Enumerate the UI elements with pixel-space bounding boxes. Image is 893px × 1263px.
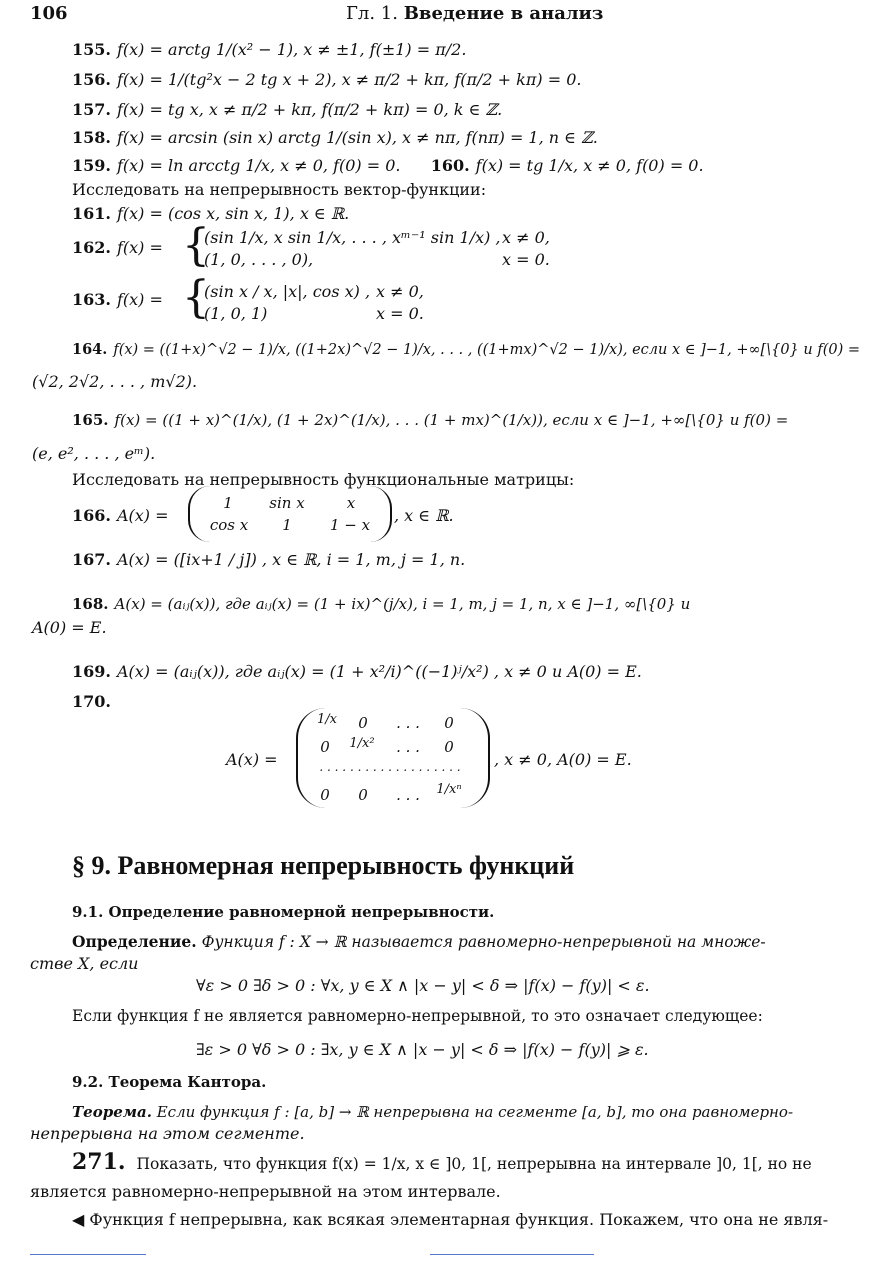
matrix-cell: 0 bbox=[358, 786, 368, 804]
problem-170 bbox=[72, 692, 117, 712]
problem-number: 163. bbox=[72, 290, 111, 309]
solution bbox=[72, 1210, 828, 1230]
case-2: (1, 0, 1) bbox=[204, 304, 268, 323]
problem-lhs: f(x) = bbox=[116, 238, 163, 257]
problem-271-cont: является равномерно-непрерывной на этом интервале. bbox=[30, 1182, 501, 1201]
intro-vector: Исследовать на непрерывность вектор-функции: bbox=[72, 180, 487, 199]
theorem bbox=[72, 1102, 793, 1122]
problem-lhs: A(x) = bbox=[116, 506, 169, 525]
problem-text: f(x) = arcsin (sin x) arctg 1/(sin x), x ≠ nπ, f(nπ) = 1, n ∈ ℤ. bbox=[116, 128, 598, 147]
problem-number: 157. bbox=[72, 100, 111, 119]
case-2: (1, 0, . . . , 0), bbox=[204, 250, 314, 269]
matrix-cell: . . . bbox=[396, 738, 420, 756]
matrix-cell: 0 bbox=[320, 786, 330, 804]
problem-number: 165. bbox=[72, 411, 109, 429]
definition-label: Определение. bbox=[72, 932, 197, 951]
running-title-text: Введение в анализ bbox=[403, 3, 604, 24]
negation-formula: ∃ε > 0 ∀δ > 0 : ∃x, y ∈ X ∧ |x − y| < δ ⇒ |f(x) − f(y)| ⩾ ε. bbox=[196, 1040, 649, 1059]
problem-number: 170. bbox=[72, 692, 111, 711]
problem-lhs: f(x) = bbox=[116, 290, 163, 309]
problem-164 bbox=[72, 340, 860, 360]
problem-number: 162. bbox=[72, 238, 111, 257]
subsection-9-2: 9.2. Теорема Кантора. bbox=[72, 1073, 267, 1091]
solution-marker-icon: ◀ bbox=[72, 1210, 85, 1229]
problem-157 bbox=[72, 100, 502, 120]
case-1: (sin 1/x, x sin 1/x, . . . , xᵐ⁻¹ sin 1/x) , bbox=[204, 228, 501, 247]
matrix-cell: . . . bbox=[396, 786, 420, 804]
problem-163 bbox=[72, 290, 163, 310]
brace-icon: { bbox=[182, 220, 210, 271]
matrix-cell: 0 bbox=[358, 714, 368, 732]
problem-number: 164. bbox=[72, 341, 108, 358]
matrix-cell: 1/x bbox=[317, 712, 337, 727]
problem-number: 271. bbox=[72, 1149, 126, 1175]
matrix-cell: 0 bbox=[444, 714, 454, 732]
problem-number: 161. bbox=[72, 204, 111, 223]
problem-text: f(x) = ((1 + x)^(1/x), (1 + 2x)^(1/x), . . . (1 + mx)^(1/x)), если x ∈ ]−1, +∞[\{0} и f(0) = bbox=[114, 411, 789, 429]
problem-165 bbox=[72, 410, 788, 430]
problem-number: 168. bbox=[72, 595, 109, 613]
matrix-cell: x bbox=[346, 494, 356, 512]
problem-161 bbox=[72, 204, 349, 224]
matrix-cell: 1 bbox=[223, 494, 233, 512]
matrix-cell: sin x bbox=[269, 494, 305, 512]
matrix-cell: 1 bbox=[282, 516, 292, 534]
matrix-dots: . . . . . . . . . . . . . . . . . . . bbox=[319, 760, 461, 774]
problem-168-cont: A(0) = E. bbox=[32, 618, 107, 637]
problem-271 bbox=[72, 1149, 812, 1175]
problem-text: f(x) = ln arcctg 1/x, x ≠ 0, f(0) = 0. bbox=[116, 156, 401, 175]
problem-text: f(x) = (cos x, sin x, 1), x ∈ ℝ. bbox=[116, 204, 350, 223]
matrix-cell: 0 bbox=[444, 738, 454, 756]
page-number: 106 bbox=[30, 3, 68, 24]
problem-number: 166. bbox=[72, 506, 111, 525]
problem-text: f(x) = tg x, x ≠ π/2 + kπ, f(π/2 + kπ) = 0, k ∈ ℤ. bbox=[116, 100, 503, 119]
problem-number: 158. bbox=[72, 128, 111, 147]
section-title: § 9. Равномерная непрерывность функций bbox=[72, 851, 575, 880]
footer-link-right[interactable] bbox=[430, 1254, 594, 1255]
problem-170-lhs: A(x) = bbox=[226, 750, 278, 769]
condition-2: x = 0. bbox=[502, 250, 550, 269]
problem-text: Показать, что функция f(x) = 1/x, x ∈ ]0, 1[, непрерывна на интервале ]0, 1[, но не bbox=[136, 1155, 812, 1173]
problem-text: A(x) = (aᵢⱼ(x)), где aᵢⱼ(x) = (1 + x²/i)^((−1)ʲ/x²) , x ≠ 0 и A(0) = E. bbox=[116, 662, 642, 681]
definition-text: Функция f : X → ℝ называется равномерно-непрерывной на множе- bbox=[201, 933, 766, 951]
footer-link-left[interactable] bbox=[30, 1254, 146, 1255]
definition-formula: ∀ε > 0 ∃δ > 0 : ∀x, y ∈ X ∧ |x − y| < δ ⇒ |f(x) − f(y)| < ε. bbox=[196, 976, 650, 995]
theorem-text: Если функция f : [a, b] → ℝ непрерывна на сегменте [a, b], то она равномерно- bbox=[156, 1103, 794, 1121]
problem-168 bbox=[72, 594, 690, 614]
condition-1: x ≠ 0, bbox=[376, 282, 424, 301]
matrix-cell: . . . bbox=[396, 714, 420, 732]
problem-text: f(x) = 1/(tg²x − 2 tg x + 2), x ≠ π/2 + kπ, f(π/2 + kπ) = 0. bbox=[116, 70, 582, 89]
problem-170-tail: , x ≠ 0, A(0) = E. bbox=[494, 750, 632, 769]
matrix-cell: 0 bbox=[320, 738, 330, 756]
problem-169 bbox=[72, 662, 642, 682]
problem-165-cont: (e, e², . . . , eᵐ). bbox=[32, 444, 156, 463]
problem-166 bbox=[72, 506, 169, 526]
problem-number: 167. bbox=[72, 550, 111, 569]
matrix-cell: 1 − x bbox=[329, 516, 371, 534]
problem-162 bbox=[72, 238, 163, 258]
running-title-prefix: Гл. 1. bbox=[346, 3, 398, 24]
problem-155 bbox=[72, 40, 466, 60]
intro-matrix: Исследовать на непрерывность функциональные матрицы: bbox=[72, 470, 575, 489]
problem-text: f(x) = tg 1/x, x ≠ 0, f(0) = 0. bbox=[475, 156, 704, 175]
problem-text: A(x) = ([ix+1 / j]) , x ∈ ℝ, i = 1, m, j = 1, n. bbox=[116, 550, 466, 569]
matrix-cell: 1/x² bbox=[349, 736, 375, 751]
negation-text: Если функция f не является равномерно-непрерывной, то это означает следующее: bbox=[72, 1007, 763, 1025]
condition-2: x = 0. bbox=[376, 304, 424, 323]
problem-number: 159. bbox=[72, 156, 111, 175]
matrix-cell: 1/xⁿ bbox=[436, 782, 462, 797]
problem-166-tail: , x ∈ ℝ. bbox=[394, 506, 454, 525]
matrix-cell: cos x bbox=[209, 516, 249, 534]
condition-1: x ≠ 0, bbox=[502, 228, 550, 247]
definition-cont: стве X, если bbox=[30, 954, 139, 973]
problem-number: 156. bbox=[72, 70, 111, 89]
problem-text: A(x) = (aᵢⱼ(x)), где aᵢⱼ(x) = (1 + ix)^(j/x), i = 1, m, j = 1, n, x ∈ ]−1, ∞[\{0} и bbox=[114, 595, 691, 613]
problem-156 bbox=[72, 70, 581, 90]
problem-159-160 bbox=[72, 156, 704, 176]
problem-text: f(x) = arctg 1/(x² − 1), x ≠ ±1, f(±1) = π/2. bbox=[116, 40, 467, 59]
problem-number: 160. bbox=[430, 156, 470, 175]
problem-number: 169. bbox=[72, 662, 111, 681]
subsection-9-1: 9.1. Определение равномерной непрерывности. bbox=[72, 903, 495, 921]
problem-164-cont: (√2, 2√2, . . . , m√2). bbox=[32, 372, 198, 391]
definition bbox=[72, 932, 766, 952]
brace-icon: { bbox=[182, 272, 210, 323]
case-1: (sin x / x, |x|, cos x) , bbox=[204, 282, 371, 301]
theorem-cont: непрерывна на этом сегменте. bbox=[30, 1124, 305, 1143]
theorem-label: Теорема. bbox=[72, 1103, 152, 1121]
problem-158 bbox=[72, 128, 598, 148]
running-title bbox=[346, 4, 603, 24]
solution-text: Функция f непрерывна, как всякая элементарная функция. Покажем, что она не явля- bbox=[89, 1210, 829, 1229]
problem-167 bbox=[72, 550, 465, 570]
problem-text: f(x) = ((1+x)^√2 − 1)/x, ((1+2x)^√2 − 1)/x, . . . , ((1+mx)^√2 − 1)/x), если x ∈ ]−1, +∞[\{0} и f(0) = bbox=[113, 342, 860, 358]
problem-number: 155. bbox=[72, 40, 111, 59]
